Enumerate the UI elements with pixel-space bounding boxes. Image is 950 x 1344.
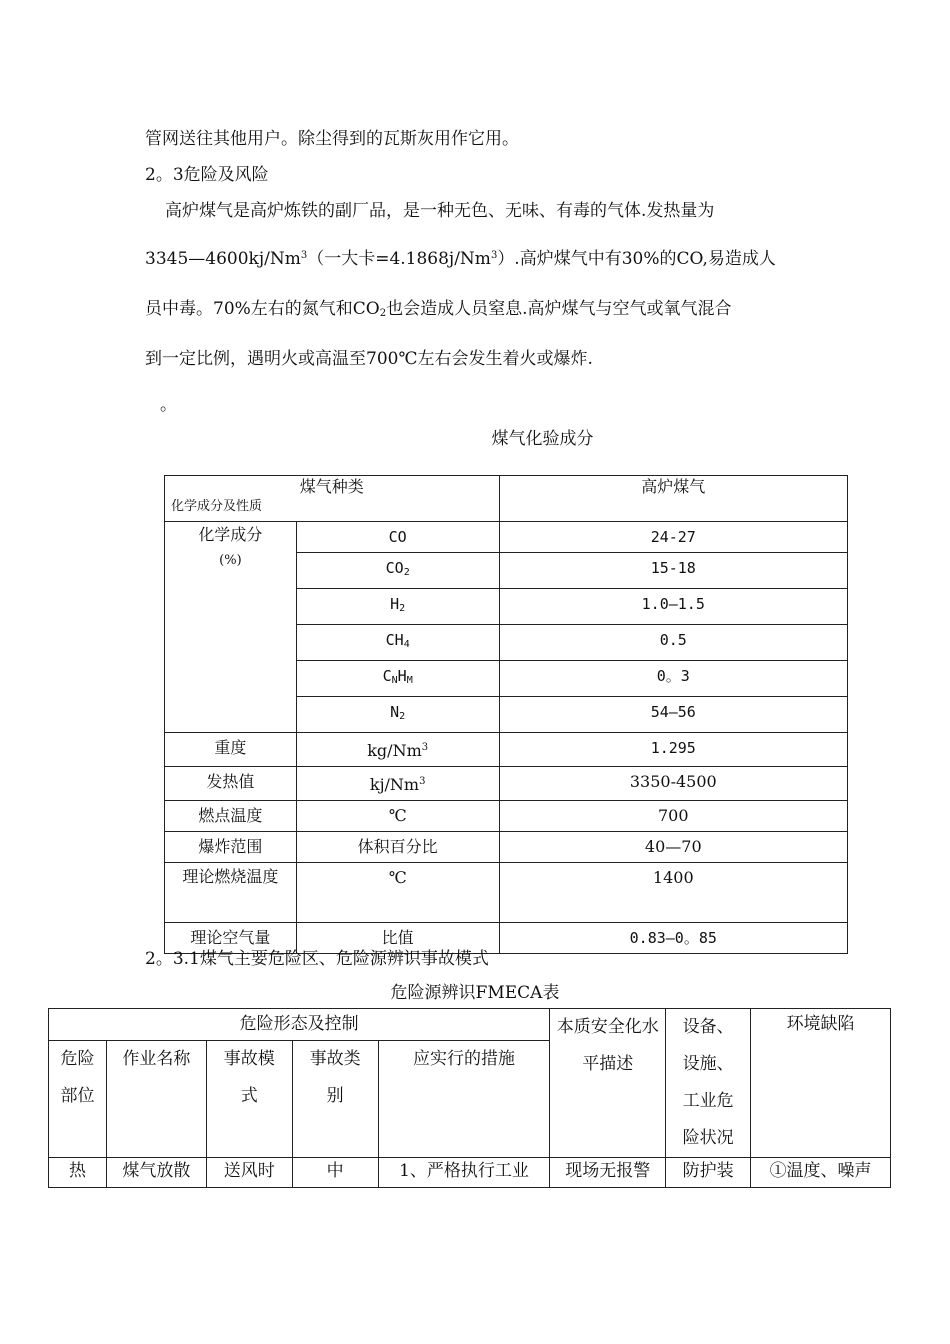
- chem-sub-n2: $N_2$: [296, 697, 499, 733]
- table1-head-bottom: 化学成分及性质: [171, 499, 263, 514]
- gas-composition-table: [164, 475, 848, 954]
- paragraph-line-1: 高炉煤气是高炉炼铁的副厂品，是一种无色、无味、有毒的气体.发热量为: [165, 201, 715, 221]
- prop-value-explosion: 40—70: [499, 832, 847, 863]
- table1-title: 煤气化验成分: [491, 429, 594, 449]
- section-heading-2-3-1: 2。3.1煤气主要危险区、危险源辨识事故模式: [145, 949, 489, 969]
- table1-header-cell: [165, 476, 500, 522]
- table-row: [165, 832, 848, 863]
- table-row: [49, 1158, 891, 1188]
- row1-intrinsic: 现场无报警: [550, 1158, 666, 1188]
- prop-unit-density: kg/Nm$^3$: [296, 733, 499, 767]
- row1-equipment: 防护装: [666, 1158, 751, 1188]
- prop-value-air: 0.83—0。85: [499, 923, 847, 954]
- prop-name-combustion-temp: 理论燃烧温度: [165, 863, 297, 923]
- prop-unit-heat: kj/Nm$^3$: [296, 767, 499, 801]
- prop-name-explosion: 爆炸范围: [165, 832, 297, 863]
- prop-unit-combustion-temp: ℃: [296, 863, 499, 923]
- prop-unit-air: 比值: [296, 923, 499, 954]
- table2-group-header: 危险形态及控制: [49, 1009, 550, 1041]
- prop-name-density: 重度: [165, 733, 297, 767]
- row1-type: 中: [292, 1158, 378, 1188]
- prop-name-ignition: 燃点温度: [165, 801, 297, 832]
- section-heading-2-3: 2。3危险及风险: [145, 165, 269, 185]
- paragraph-line-2-b: （一大卡=4.1868j/Nm: [307, 249, 491, 269]
- paragraph-line-3: 员中毒。70%左右的氮气和$CO_2$也会造成人员窒息.高炉煤气与空气或氧气混合: [145, 299, 732, 319]
- prop-unit-ignition: ℃: [296, 801, 499, 832]
- chem-composition-label: [165, 522, 297, 733]
- intro-line: 管网送往其他用户。除尘得到的瓦斯灰用作它用。: [145, 129, 519, 149]
- chem-label: 化学成分: [198, 525, 263, 544]
- chem-sub-cnhm: $C_NH_M$: [296, 661, 499, 697]
- table2-title: 危险源辨识FMECA表: [390, 983, 560, 1003]
- table2-col-equipment: 设备、设施、工业危险状况: [666, 1009, 751, 1158]
- prop-value-ignition: 700: [499, 801, 847, 832]
- table1-header-row: [165, 476, 848, 522]
- chem-sub-co: CO: [296, 522, 499, 553]
- paragraph-line-3-b: 也会造成人员窒息.高炉煤气与空气或氧气混合: [386, 299, 732, 319]
- chem-value-co2: 15-18: [499, 553, 847, 589]
- paragraph-line-2: 3345—4600kj/Nm$^3$（一大卡$=4.1868j/Nm^3$）.高炉煤气中有30%的CO,易造成人: [145, 249, 776, 269]
- table2-col-type: 事故类别: [292, 1041, 378, 1158]
- prop-name-heat: 发热值: [165, 767, 297, 801]
- chem-unit: (%): [219, 553, 242, 568]
- chem-sub-h2: $H_2$: [296, 589, 499, 625]
- prop-value-density: 1.295: [499, 733, 847, 767]
- prop-unit-explosion: 体积百分比: [296, 832, 499, 863]
- chem-value-cnhm: 0。3: [499, 661, 847, 697]
- prop-value-combustion-temp: 1400: [499, 863, 847, 923]
- stray-mark: 。: [160, 395, 177, 415]
- table2-col-part: 危险部位: [49, 1041, 107, 1158]
- table2-col-intrinsic: 本质安全化水平描述: [550, 1009, 666, 1158]
- row1-part: 热: [49, 1158, 107, 1188]
- table2-col-env: 环境缺陷: [751, 1009, 891, 1158]
- row1-measures: 1、严格执行工业: [378, 1158, 550, 1188]
- chem-sub-co2: $CO_2$: [296, 553, 499, 589]
- table-row: [165, 801, 848, 832]
- paragraph-line-2-a: 3345—4600kj/Nm: [145, 249, 301, 269]
- prop-name-air: 理论空气量: [165, 923, 297, 954]
- row1-env: ①温度、噪声: [751, 1158, 891, 1188]
- chem-value-co: 24-27: [499, 522, 847, 553]
- row1-mode: 送风时: [206, 1158, 292, 1188]
- table-row: [165, 522, 848, 553]
- paragraph-line-3-a: 员中毒。70%左右的氮气和CO: [145, 299, 380, 319]
- table-row: [165, 863, 848, 923]
- table2-col-measures: 应实行的措施: [378, 1041, 550, 1158]
- chem-value-h2: 1.0—1.5: [499, 589, 847, 625]
- chem-sub-ch4: $CH_4$: [296, 625, 499, 661]
- row1-work: 煤气放散: [106, 1158, 206, 1188]
- table2-col-mode: 事故模式: [206, 1041, 292, 1158]
- fmeca-table: [48, 1008, 891, 1188]
- table-row: [165, 733, 848, 767]
- table2-header-row-1: [49, 1009, 891, 1041]
- table1-head-right: 高炉煤气: [499, 476, 847, 522]
- prop-value-heat: 3350-4500: [499, 767, 847, 801]
- chem-value-ch4: 0.5: [499, 625, 847, 661]
- paragraph-line-4: 到一定比例，遇明火或高温至700℃左右会发生着火或爆炸.: [145, 349, 593, 369]
- paragraph-line-2-c: ）.高炉煤气中有30%的CO,易造成人: [497, 249, 776, 269]
- table2-col-work: 作业名称: [106, 1041, 206, 1158]
- chem-value-n2: 54—56: [499, 697, 847, 733]
- table1-head-top: 煤气种类: [299, 477, 364, 496]
- table-row: [165, 767, 848, 801]
